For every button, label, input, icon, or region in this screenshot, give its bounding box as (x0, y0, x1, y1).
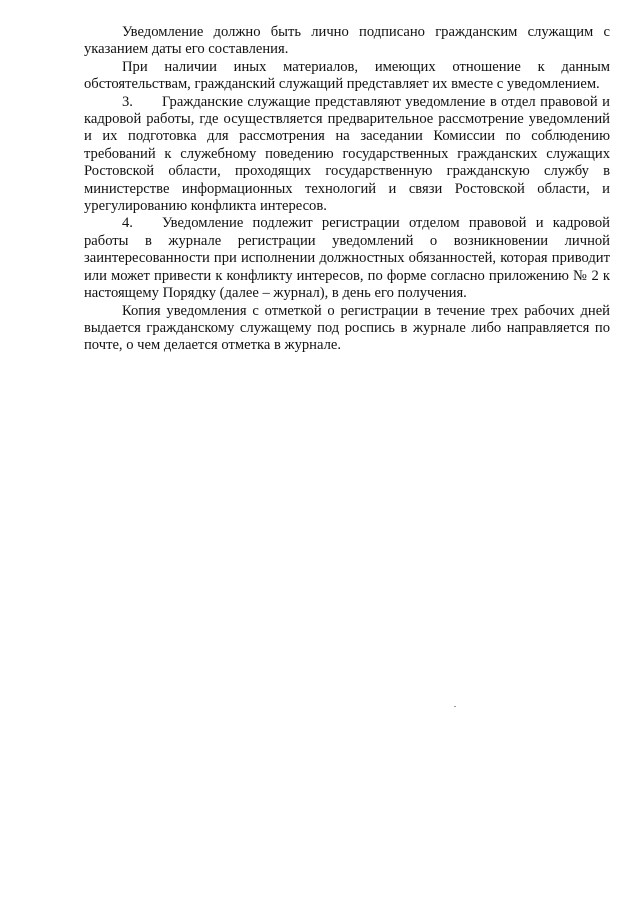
paragraph-text: Копия уведомления с отметкой о регистрации в течение трех рабочих дней выдается гражданскому служащему под роспись в журнале либо направляется по почте, о чем делается отметка в журнале. (84, 302, 610, 354)
paragraph-signature (84, 24, 610, 59)
paragraph-4 (84, 215, 610, 302)
paragraph-text: Уведомление подлежит регистрации отделом правовой и кадровой работы в журнале регистрации уведомлений о возникновении личной заинтересованности при исполнении должностных обязанностей, которая приводит или может привести к конфликту интересов, по форме согласно приложению № 2 к настоящему Порядку (далее – журнал), в день его получения. (84, 215, 610, 302)
paragraph-number: 4. (122, 215, 133, 232)
paragraph-copy (84, 303, 610, 355)
paragraph-text: Гражданские служащие представляют уведомление в отдел правовой и кадровой работы, где осуществляется предварительное рассмотрение уведомлений и их подготовка для рассмотрения на заседании Комиссии по соблюдению требований к служебному поведению государственных гражданских служащих Ростовской области, проходящих государственную гражданскую службу в министерстве информационных технологий и связи Ростовской области, и урегулированию конфликта интересов. (84, 93, 610, 215)
paragraph-text: При наличии иных материалов, имеющих отношение к данным обстоятельствам, гражданский служащий представляет их вместе с уведомлением. (84, 58, 610, 93)
document-body (84, 24, 610, 355)
scan-speck (454, 706, 456, 707)
paragraph-text: Уведомление должно быть лично подписано гражданским служащим с указанием даты его составления. (84, 24, 610, 58)
paragraph-number: 3. (122, 93, 133, 110)
paragraph-3 (84, 94, 610, 216)
paragraph-materials (84, 59, 610, 94)
